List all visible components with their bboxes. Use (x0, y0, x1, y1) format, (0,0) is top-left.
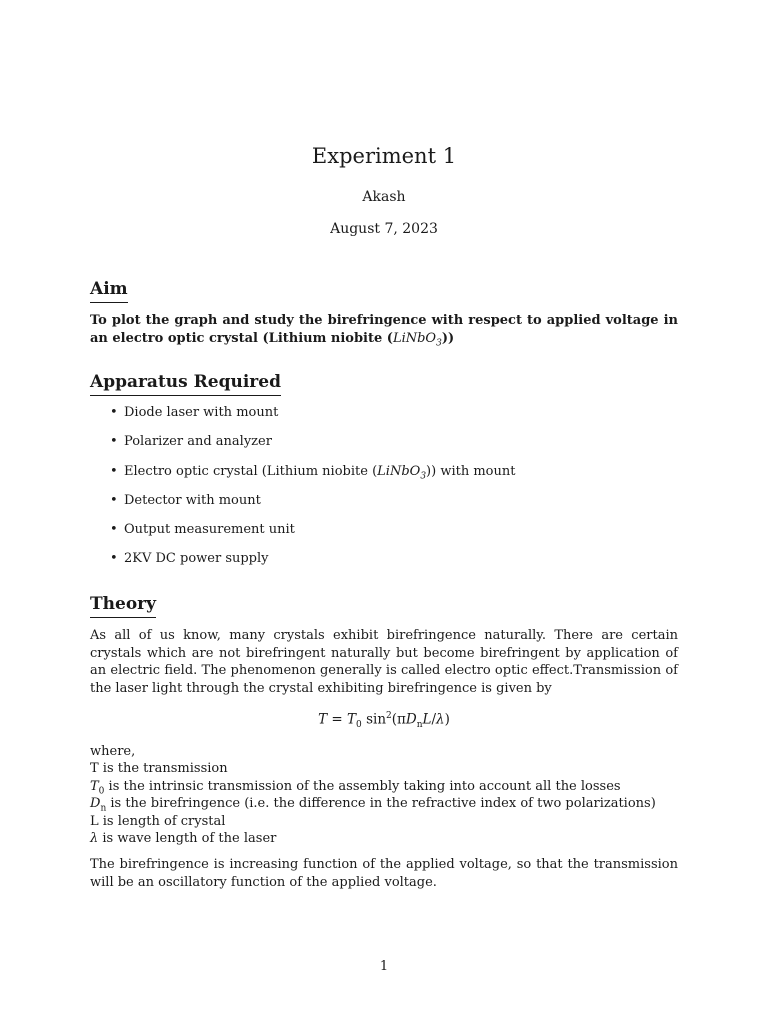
crystal-formula-main: LiNbO (377, 463, 421, 479)
eq-slash: / (431, 711, 437, 728)
apparatus-list (90, 404, 515, 580)
crystal-item-before: Electro optic crystal (Lithium niobite ( (124, 463, 378, 479)
list-item: • 2KV DC power supply (90, 550, 515, 579)
def-t0-text: is the intrinsic transmission of the assembly taking into account all the losses (104, 778, 621, 794)
document-date: August 7, 2023 (330, 221, 438, 237)
eq-open: (π (391, 711, 406, 728)
crystal-formula (377, 463, 427, 482)
def-t: T is the transmission (90, 761, 228, 777)
transmission-equation (90, 710, 678, 731)
document-title: Experiment 1 (311, 144, 457, 168)
aim-text-after: )) (441, 330, 455, 346)
aim-text-before: To plot the graph and study the birefringence with respect to applied voltage in an electro optic crystal (Lithium niobite ( (90, 313, 678, 346)
aim-formula (392, 330, 442, 349)
document-page (90, 0, 678, 1024)
eq-lhs: T (318, 711, 328, 728)
eq-t0: T (347, 711, 357, 728)
def-lambda-symbol: λ (90, 830, 99, 846)
eq-l: L (422, 711, 432, 728)
eq-lambda: λ (436, 711, 445, 728)
list-item: • Polarizer and analyzer (90, 433, 515, 462)
def-where: where, (90, 744, 136, 759)
list-item (90, 463, 515, 492)
list-item: • Detector with mount (90, 492, 515, 521)
aim-formula-sub: 3 (436, 338, 442, 349)
crystal-formula-sub: 3 (420, 471, 427, 482)
section-heading-aim: Aim (90, 278, 128, 303)
def-t0 (90, 778, 678, 795)
eq-d: D (405, 711, 417, 728)
crystal-item-after: )) with mount (426, 463, 516, 479)
list-item: • Diode laser with mount (90, 404, 515, 433)
eq-close: ) (444, 711, 450, 728)
def-t0-symbol: T (90, 778, 99, 794)
def-lambda-text: is wave length of the laser (98, 830, 277, 846)
def-dn-text: is the birefringence (i.e. the difference in the refractive index of two polarizations) (106, 796, 656, 812)
def-l: L is length of crystal (90, 813, 226, 829)
eq-sin: sin (361, 711, 387, 728)
section-heading-theory: Theory (90, 593, 156, 618)
aim-formula-main: LiNbO (392, 330, 437, 346)
eq-d-sub: n (416, 720, 423, 731)
closing-paragraph: The birefringence is increasing function of the applied voltage, so that the transmission will be an oscillatory function of the applied voltage. (90, 857, 678, 890)
eq-equals: = (327, 711, 348, 728)
def-dn-symbol: D (90, 796, 101, 812)
page-number: 1 (379, 959, 389, 974)
eq-t0-sub: 0 (356, 720, 362, 731)
eq-sin-sup: 2 (386, 711, 392, 721)
author-name: Akash (362, 189, 406, 205)
theory-paragraph: As all of us know, many crystals exhibit birefringence naturally. There are certain crystals which are not birefringent naturally but become birefringent by application of an electric field. The phenomenon generally is called electro optic effect.Transmission of the laser light through the crystal exhibiting birefringence is given by (90, 628, 678, 696)
def-lambda (90, 830, 678, 847)
def-dn-sub: n (100, 803, 107, 814)
section-heading-apparatus: Apparatus Required (90, 371, 281, 396)
variable-definitions (90, 743, 678, 847)
def-dn (90, 795, 678, 812)
def-t0-sub: 0 (98, 786, 105, 797)
list-item: • Output measurement unit (90, 521, 515, 550)
aim-text (90, 312, 678, 349)
